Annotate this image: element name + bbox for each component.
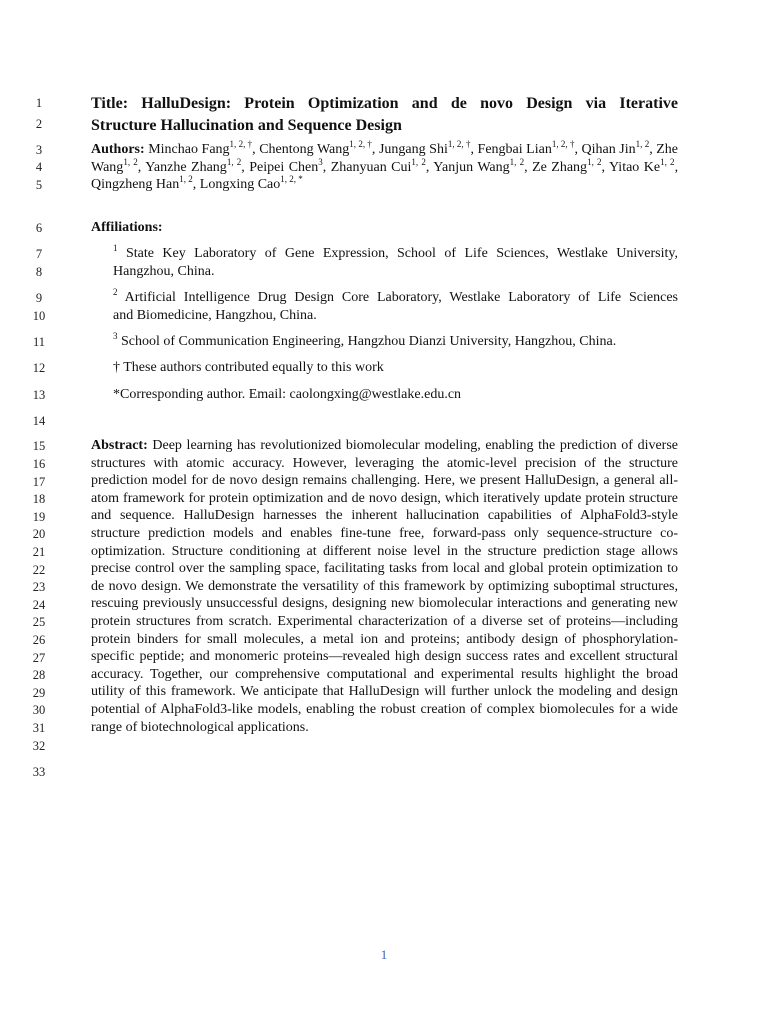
page-number: 1 xyxy=(380,947,388,962)
line-number: 22 xyxy=(32,563,46,577)
line-number: 28 xyxy=(32,668,46,682)
author-name: Zhanyuan Cui xyxy=(326,159,412,175)
line-number: 3 xyxy=(35,143,43,157)
affiliations-heading: Affiliations: xyxy=(91,220,163,235)
author-affiliation-marker: 1, 2 xyxy=(226,156,242,167)
line-number: 23 xyxy=(32,580,46,594)
title-line-2: Structure Hallucination and Sequence Design xyxy=(91,116,402,134)
authors-label: Authors: xyxy=(91,142,145,157)
line-number: 30 xyxy=(32,703,46,717)
line-number: 20 xyxy=(32,527,46,541)
line-number: 17 xyxy=(32,475,46,489)
author-affiliation-marker: 1, 2 xyxy=(179,174,193,185)
line-number: 31 xyxy=(32,721,46,735)
line-number: 15 xyxy=(32,439,46,453)
affiliation-2 xyxy=(113,289,678,324)
author-name: Yitao Ke xyxy=(605,159,661,175)
affiliation-1-marker: 1 xyxy=(113,243,118,253)
corresponding-author-note: *Corresponding author. Email: caolongxing@westlake.edu.cn xyxy=(113,387,462,402)
line-number: 29 xyxy=(32,686,46,700)
author-name: Minchao Fang xyxy=(148,142,230,157)
line-number: 16 xyxy=(32,457,46,471)
author-affiliation-marker: 1, 2 xyxy=(660,156,675,167)
line-number: 19 xyxy=(32,510,46,524)
author-name: Yanzhe Zhang xyxy=(141,159,227,175)
author-affiliation-marker: 1, 2, † xyxy=(349,139,372,149)
author-name: Jungang Shi xyxy=(375,142,448,157)
author-affiliation-marker: 1, 2, † xyxy=(229,139,253,149)
line-number: 7 xyxy=(35,247,43,261)
author-name: Longxing Cao xyxy=(196,177,281,193)
line-number: 6 xyxy=(35,221,43,235)
line-number: 10 xyxy=(32,309,46,323)
affiliation-1-line-1: State Key Laboratory of Gene Expression, School of Life Sciences, Westlake University, xyxy=(117,246,678,261)
author-list: Authors: Minchao Fang$^{1, 2, \dagger}$, Chentong Wang$^{1, 2, \dagger}$, Jungang Shi$^{1, 2, \dagger}$, Fengbai Lian$^{1, 2, \dagger}$, Qihan Jin$^{1, 2}$, Zhe Wang$^{1, 2}$, Yanzhe Zhang$^{1, 2}$, Peipei Chen$^3$, Zhanyuan Cui$^{1, 2}$, Yanjun Wang$^{1, 2}$, Ze Zhang$^{1, 2}$, Yitao Ke$^{1, 2}$, Qingzheng Han$^{1, 2}$, Longxing Cao$^{1, 2, *}$ xyxy=(91,139,679,193)
author-affiliation-marker: 1, 2 xyxy=(411,156,426,167)
author-name: Zhe Wang xyxy=(91,142,678,175)
abstract-label: Abstract: xyxy=(91,438,148,453)
line-number: 9 xyxy=(35,291,43,305)
line-number: 33 xyxy=(32,765,46,779)
abstract xyxy=(91,437,678,736)
affiliation-1 xyxy=(113,245,678,280)
line-number: 5 xyxy=(35,178,43,192)
author-name: Qihan Jin xyxy=(577,142,636,157)
author-affiliation-marker: 1, 2, † xyxy=(447,139,471,149)
author-affiliation-marker: 1, 2 xyxy=(635,139,650,149)
line-number: 13 xyxy=(32,388,46,402)
line-number: 21 xyxy=(32,545,46,559)
affiliation-3-text: School of Communication Engineering, Hangzhou Dianzi University, Hangzhou, China. xyxy=(117,334,617,349)
line-number: 2 xyxy=(35,117,43,131)
line-number: 11 xyxy=(32,335,46,349)
line-number: 1 xyxy=(35,96,43,110)
abstract-text: Deep learning has revolutionized biomolecular modeling, enabling the prediction of diverse structures with atomic accuracy. However, leveraging the atomic-level precision of the structure prediction model for de novo design remains challenging. Here, we present HalluDesign, a general all-atom framework for protein optimization and de novo design, which iteratively update protein structure and sequence. HalluDesign harnesses the inherent hallucination capabilities of AlphaFold3-style structure prediction models and enables fine-tune free, forward-pass only sequence-structure co-optimization. Structure conditioning at different noise level in the structure prediction stage allows precise control over the sampling space, facilitating tasks from local and global protein optimization to de novo design. We demonstrate the versatility of this framework by optimizing suboptimal structures, rescuing previously unsuccessful designs, designing new biomolecular interactions and generating new protein structures from scratch. Experimental characterization of a diverse set of proteins—including protein binders for small molecules, a metal ion and proteins; antibody design of phosphorylation-specific peptide; and monomeric proteins—revealed high design success rates and excellent structural accuracy. Together, our comprehensive computational and experimental results highlight the broad utility of this framework. We anticipate that HalluDesign will further unlock the modeling and design potential of AlphaFold3-like models, enabling the robust creation of complex biomolecules for a wide range of biotechnological applications. xyxy=(91,438,678,735)
line-number: 32 xyxy=(32,739,46,753)
author-affiliation-marker: 1, 2 xyxy=(509,156,525,167)
line-number: 26 xyxy=(32,633,46,647)
affiliation-2-marker: 2 xyxy=(113,287,118,297)
author-name: Chentong Wang xyxy=(255,142,350,157)
line-number: 24 xyxy=(32,598,46,612)
affiliation-1-line-2: Hangzhou, China. xyxy=(113,263,215,279)
author-name: Ze Zhang xyxy=(527,159,588,175)
affiliation-3 xyxy=(113,333,678,351)
author-affiliation-marker: 3 xyxy=(318,156,323,167)
author-affiliation-marker: 1, 2, * xyxy=(280,174,303,185)
equal-contribution-note: † These authors contributed equally to this work xyxy=(113,360,384,375)
author-name: Fengbai Lian xyxy=(473,142,552,157)
affiliation-2-line-1: Artificial Intelligence Drug Design Core Laboratory, Westlake Laboratory of Life Sciences xyxy=(117,290,678,305)
affiliation-3-marker: 3 xyxy=(113,331,118,341)
author-affiliation-marker: 1, 2 xyxy=(587,156,602,167)
line-number: 25 xyxy=(32,615,46,629)
affiliation-2-line-2: and Biomedicine, Hangzhou, China. xyxy=(113,307,317,323)
author-affiliation-marker: 1, 2 xyxy=(123,156,138,167)
line-number: 4 xyxy=(35,160,43,174)
line-number: 18 xyxy=(32,492,46,506)
author-name: Yanjun Wang xyxy=(429,159,510,175)
author-affiliation-marker: 1, 2, † xyxy=(551,139,575,149)
author-name: Qingzheng Han xyxy=(91,177,180,193)
line-number: 12 xyxy=(32,361,46,375)
paper-title xyxy=(91,93,678,136)
line-number: 14 xyxy=(32,414,46,428)
author-name: Peipei Chen xyxy=(244,159,319,175)
line-number: 27 xyxy=(32,651,46,665)
line-number: 8 xyxy=(35,265,43,279)
title-line-1: Title: HalluDesign: Protein Optimization and de novo Design via Iterative xyxy=(91,95,678,112)
